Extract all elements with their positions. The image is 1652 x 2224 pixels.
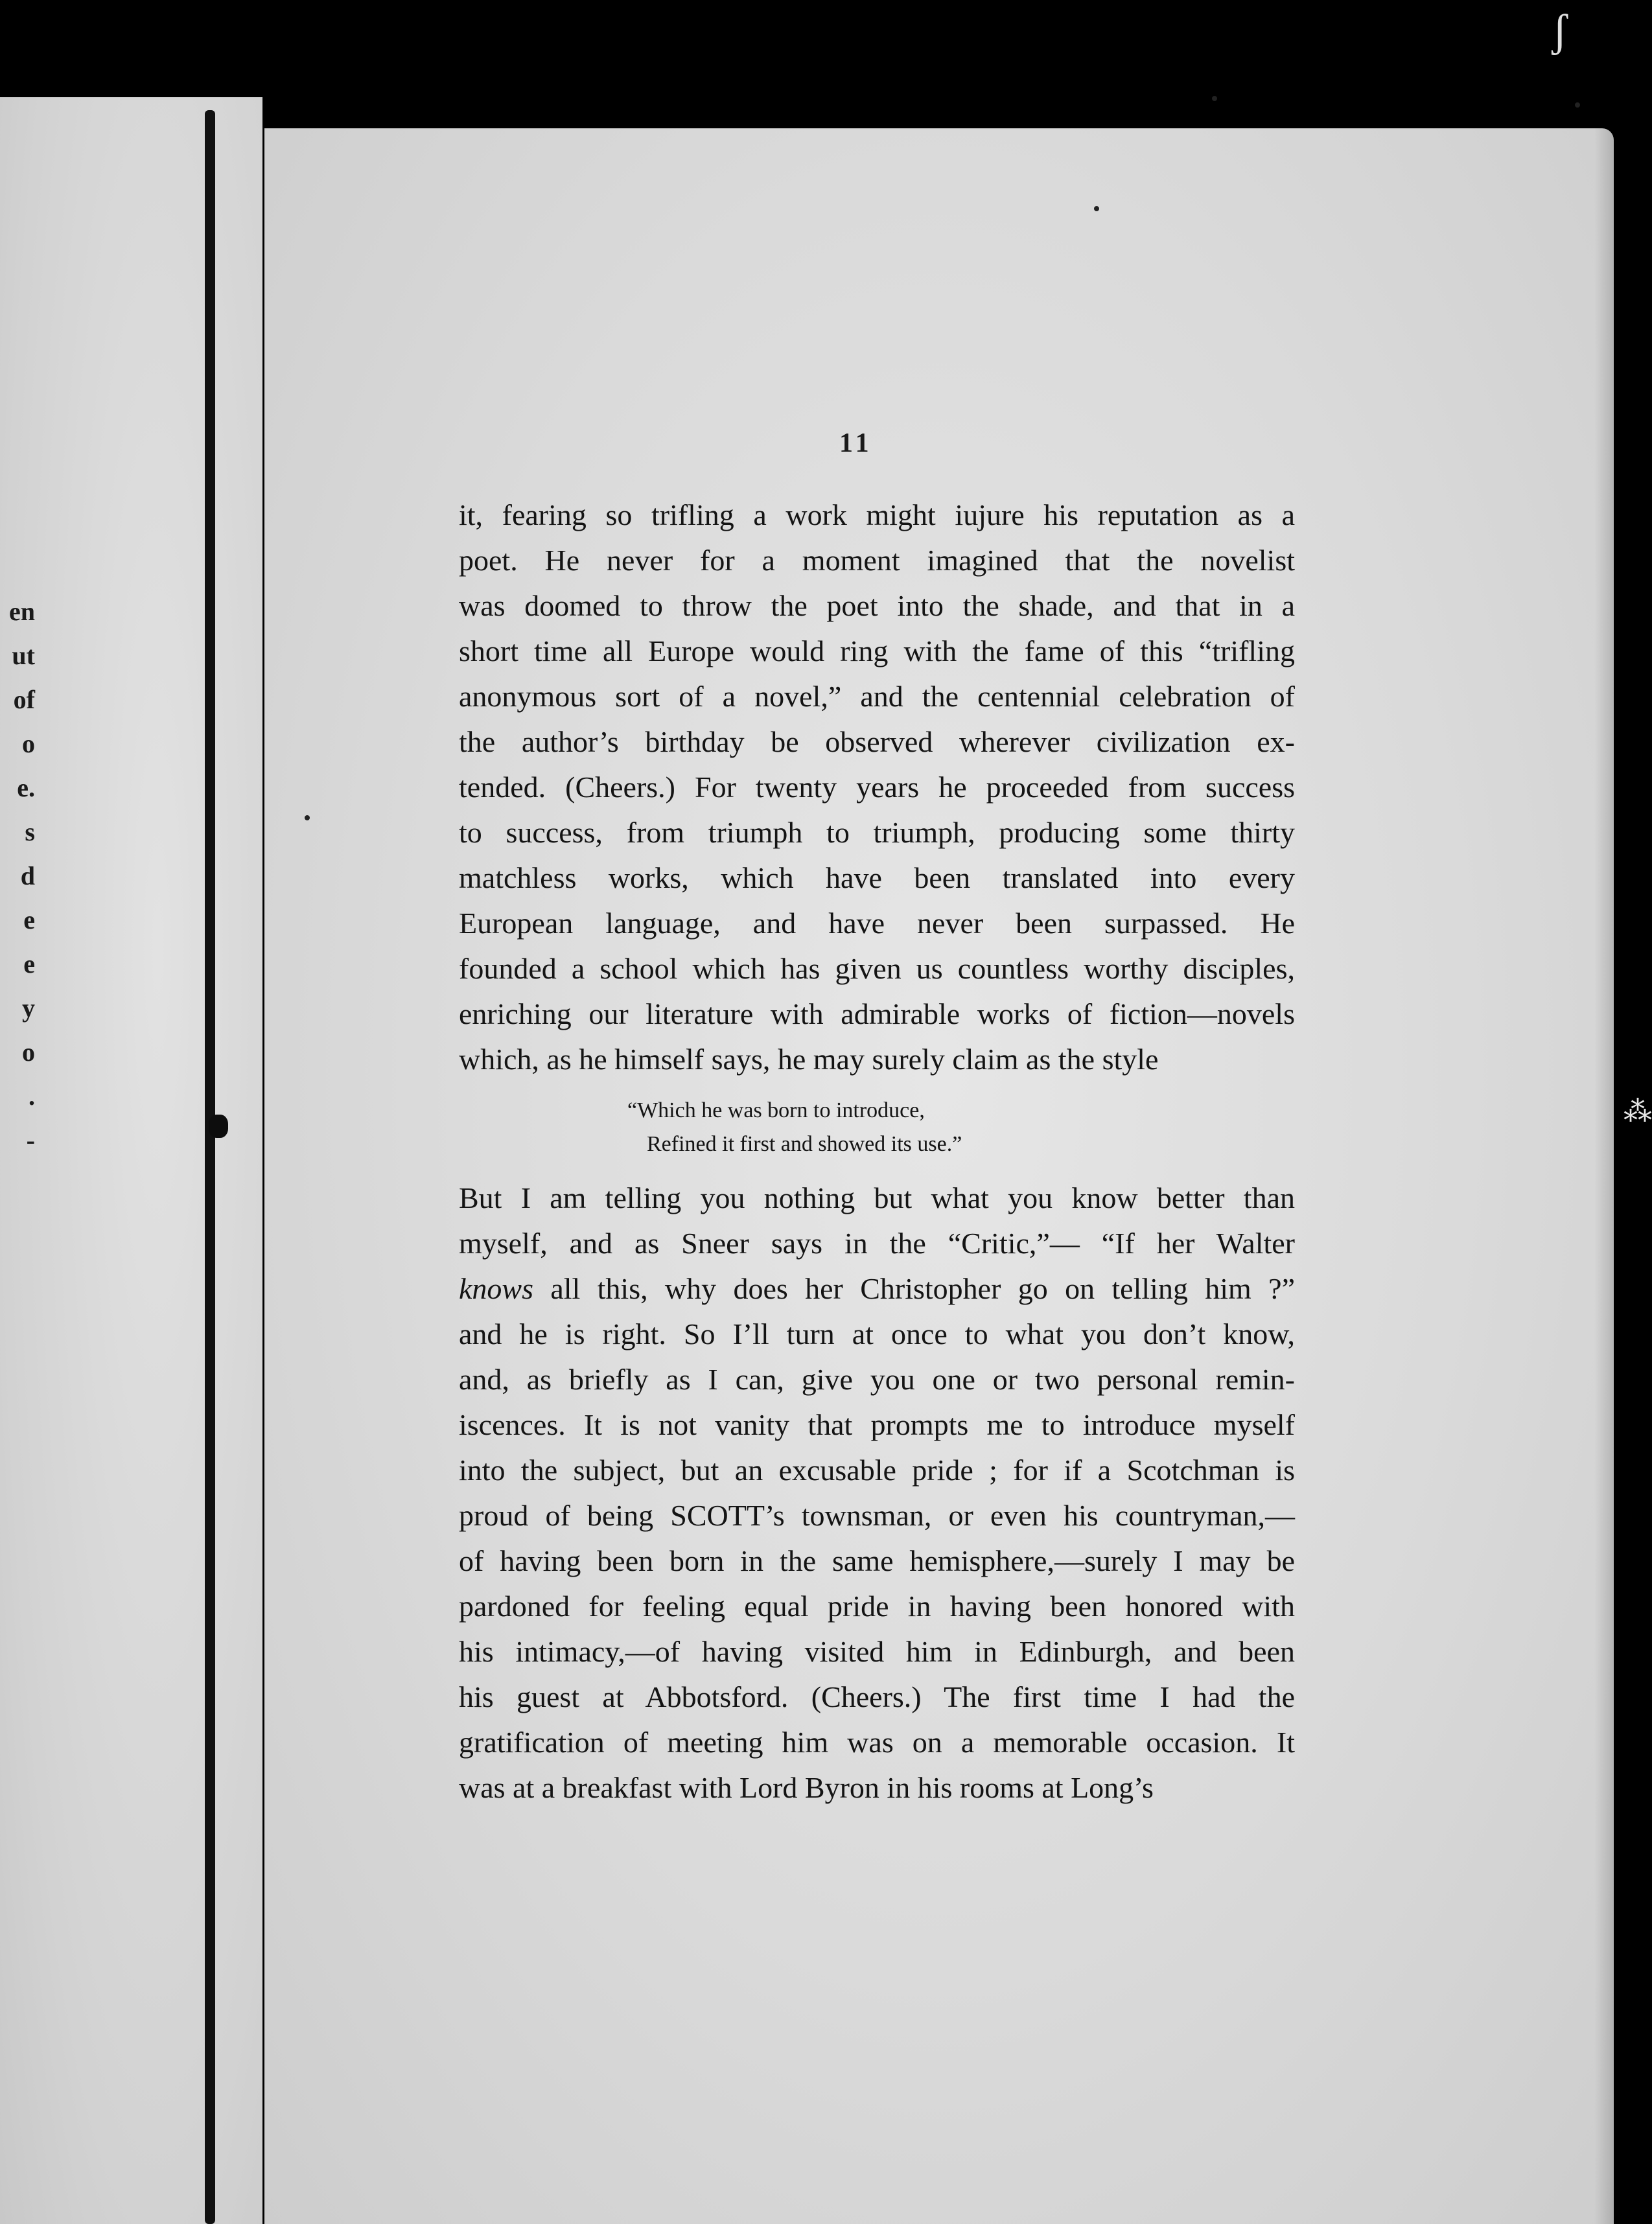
block-quote — [459, 1094, 1295, 1161]
text-line: founded a school which has given us countless worthy disciples, — [459, 952, 1295, 985]
left-page-fragment: o — [22, 1037, 35, 1067]
text-line: anonymous sort of a novel,” and the centennial celebration of — [459, 680, 1295, 713]
text-line: short time all Europe would ring with the fame of this “trifling — [459, 634, 1295, 667]
text-line: myself, and as Sneer says in the “Critic,”— “If her Walter — [459, 1227, 1295, 1260]
corner-scan-mark: ʃ — [1552, 6, 1568, 56]
text-line: knows all this, why does her Christopher go on telling him ?” — [459, 1272, 1295, 1305]
left-page-fragment: s — [25, 817, 35, 846]
left-page-fragment: o — [22, 729, 35, 758]
binding-mark — [209, 1115, 228, 1138]
text-line: it, fearing so trifling a work might iujure his reputation as a — [459, 498, 1295, 531]
text-line: to success, from triumph to triumph, producing some thirty — [459, 816, 1295, 849]
left-facing-page — [0, 97, 262, 2224]
left-page-fragment: of — [13, 685, 35, 714]
left-page-fragment: - — [26, 1126, 35, 1155]
text-line: into the subject, but an excusable pride ; for if a Scotchman is — [459, 1454, 1295, 1487]
text-line: gratification of meeting him was on a memorable occasion. It — [459, 1726, 1295, 1759]
page-number: 11 — [839, 428, 873, 458]
left-page-fragment: d — [20, 861, 35, 890]
left-page-fragment: e. — [17, 773, 35, 802]
quote-line: Refined it first and showed its use.” — [647, 1132, 962, 1156]
text-line: was doomed to throw the poet into the shade, and that in a — [459, 589, 1295, 622]
left-page-fragment: . — [29, 1082, 35, 1111]
text-line: was at a breakfast with Lord Byron in his rooms at Long’s — [459, 1771, 1154, 1804]
paragraph-before-quote — [459, 492, 1295, 1082]
body-text — [459, 492, 1295, 1811]
text-line: matchless works, which have been translated into every — [459, 861, 1295, 894]
text-line: European language, and have never been surpassed. He — [459, 907, 1295, 940]
text-line: and he is right. So I’ll turn at once to what you don’t know, — [459, 1317, 1295, 1350]
left-page-fragment: y — [22, 993, 35, 1023]
left-page-fragment: e — [23, 949, 35, 979]
text-line: the author’s birthday be observed wherever civilization ex- — [459, 725, 1295, 758]
quote-line: “Which he was born to introduce, — [627, 1098, 925, 1122]
text-line: poet. He never for a moment imagined that the novelist — [459, 544, 1295, 577]
text-line: proud of being SCOTT’s townsman, or even his countryman,— — [459, 1499, 1295, 1532]
page-edge-shadow — [1594, 128, 1614, 2224]
text-line: tended. (Cheers.) For twenty years he proceeded from success — [459, 770, 1295, 804]
edge-scan-mark: ⁂ — [1623, 1096, 1652, 1128]
text-line: which, as he himself says, he may surely claim as the style — [459, 1043, 1159, 1076]
text-line: of having been born in the same hemisphere,—surely I may be — [459, 1544, 1295, 1577]
text-line: and, as briefly as I can, give you one or two personal remin- — [459, 1363, 1295, 1396]
left-page-fragment: ut — [12, 641, 35, 670]
text-line: But I am telling you nothing but what you know better than — [459, 1181, 1295, 1214]
left-page-fragment: e — [23, 905, 35, 934]
text-line: his guest at Abbotsford. (Cheers.) The first time I had the — [459, 1680, 1295, 1713]
text-line: pardoned for feeling equal pride in having been honored with — [459, 1590, 1295, 1623]
text-line: enriching our literature with admirable works of fiction—novels — [459, 997, 1295, 1030]
left-page-text-fragments — [0, 590, 39, 1163]
text-line: his intimacy,—of having visited him in Edinburgh, and been — [459, 1635, 1295, 1668]
left-page-fragment: en — [9, 597, 35, 626]
binding-gutter-line — [205, 110, 215, 2224]
paragraph-after-quote — [459, 1176, 1295, 1811]
text-line: iscences. It is not vanity that prompts me to introduce myself — [459, 1408, 1295, 1441]
